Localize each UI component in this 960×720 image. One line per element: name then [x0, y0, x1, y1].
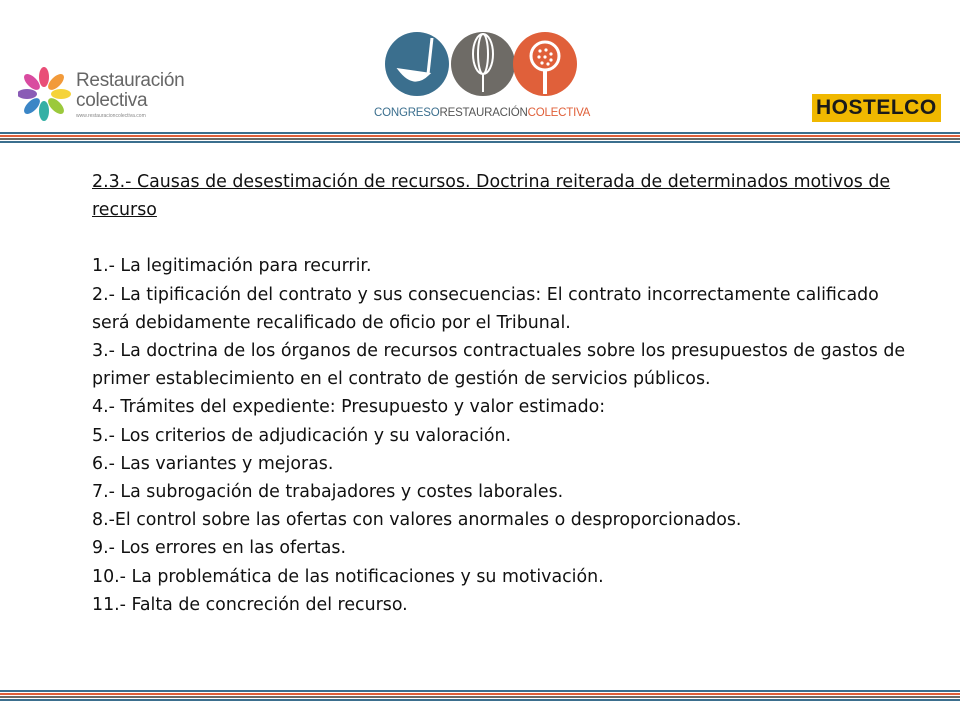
footer-stripes — [0, 690, 960, 704]
list-item: 10.- La problemática de las notificaciones y su motivación. — [92, 566, 604, 587]
list-item: 2.- La tipificación del contrato y sus consecuencias: El contrato incorrectamente calificado será debidamente recalificado de oficio por el Tribunal. — [92, 284, 879, 333]
congreso-logo — [370, 30, 610, 125]
list-item: 8.-El control sobre las ofertas con valores anormales o desproporcionados. — [92, 510, 742, 531]
logo-title: Restauración — [76, 70, 185, 91]
slide-header — [0, 0, 960, 140]
hostelco-logo — [812, 94, 942, 124]
header-stripes — [0, 132, 960, 146]
list-item: 5.- Los criterios de adjudicación y su valoración. — [92, 425, 512, 446]
hostelco-wordmark: HOSTELCO — [812, 94, 941, 122]
list-item: 11.- Falta de concreción del recurso. — [92, 594, 408, 615]
flower-petal — [51, 89, 71, 99]
slide-content — [92, 168, 912, 619]
list-item: 1.- La legitimación para recurrir. — [92, 256, 372, 277]
restauracion-colectiva-logo — [18, 60, 185, 130]
list-item: 3.- La doctrina de los órganos de recursos contractuales sobre los presupuestos de gastos de primer establecimiento en el contrato de gestión de servicios públicos. — [92, 341, 906, 390]
logo-subtitle: colectiva — [76, 90, 148, 111]
flower-icon — [18, 60, 74, 124]
list-item: 7.- La subrogación de trabajadores y costes laborales. — [92, 482, 564, 503]
list-item: 6.- Las variantes y mejoras. — [92, 453, 334, 474]
flower-petal — [39, 101, 49, 121]
list-item: 4.- Trámites del expediente: Presupuesto y valor estimado: — [92, 397, 606, 418]
ladle-circle — [385, 32, 449, 96]
congreso-wordmark: CONGRESORESTAURACIÓNCOLECTIVA — [374, 107, 591, 119]
flower-petal — [39, 67, 49, 87]
flower-petal — [18, 89, 37, 99]
list-item: 9.- Los errores en las ofertas. — [92, 538, 347, 559]
section-heading: 2.3.- Causas de desestimación de recursos. Doctrina reiterada de determinados motivos de recurso — [92, 172, 891, 221]
logo-url: www.restauracioncolectiva.com — [76, 113, 146, 119]
